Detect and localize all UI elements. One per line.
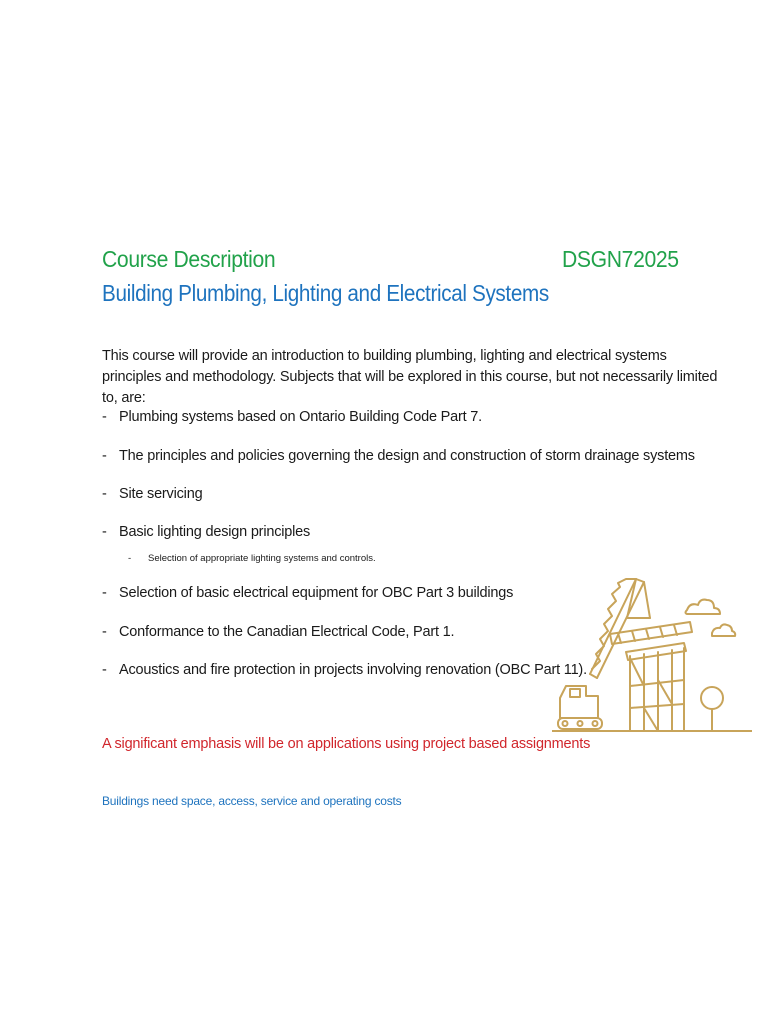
bullet-dash: - [102, 662, 107, 678]
bullet-text: Plumbing systems based on Ontario Building Code Part 7. [119, 409, 482, 425]
bullet-item [102, 486, 202, 502]
bullet-text: Site servicing [119, 486, 203, 502]
bullet-item [102, 585, 513, 601]
course-description-heading: Course Description [102, 246, 276, 272]
sub-bullet-text: Selection of appropriate lighting systems and controls. [148, 553, 376, 564]
bullet-text: The principles and policies governing the design and construction of storm drainage systems [119, 448, 695, 464]
bullet-text: Selection of basic electrical equipment for OBC Part 3 buildings [119, 585, 514, 601]
course-title: Building Plumbing, Lighting and Electrical Systems [102, 280, 549, 306]
bullet-dash: - [102, 409, 107, 425]
bullet-item [102, 624, 454, 640]
sub-bullet-item [128, 553, 376, 564]
bullet-item [102, 524, 310, 540]
bullet-dash: - [102, 624, 107, 640]
bullet-dash: - [102, 524, 107, 540]
bullet-dash: - [102, 486, 107, 502]
intro-paragraph: This course will provide an introduction to building plumbing, lighting and electrical systems principles and methodology. Subjects that will be explored in this course, but not necessarily limited to, are: [102, 348, 718, 406]
bullet-dash: - [102, 585, 107, 601]
construction-crane-icon [552, 576, 752, 736]
bullet-text: Conformance to the Canadian Electrical Code, Part 1. [119, 624, 455, 640]
bullet-dash: - [102, 448, 107, 464]
bullet-item [102, 662, 587, 678]
bullet-item [102, 409, 482, 425]
bullet-text: Acoustics and fire protection in projects involving renovation (OBC Part 11). [119, 662, 587, 678]
emphasis-statement: A significant emphasis will be on applications using project based assignments [102, 736, 591, 752]
bullet-item [102, 448, 695, 464]
course-code: DSGN72025 [562, 246, 679, 272]
bullet-dash: - [128, 553, 132, 564]
footnote: Buildings need space, access, service and operating costs [102, 794, 402, 808]
bullet-text: Basic lighting design principles [119, 524, 311, 540]
